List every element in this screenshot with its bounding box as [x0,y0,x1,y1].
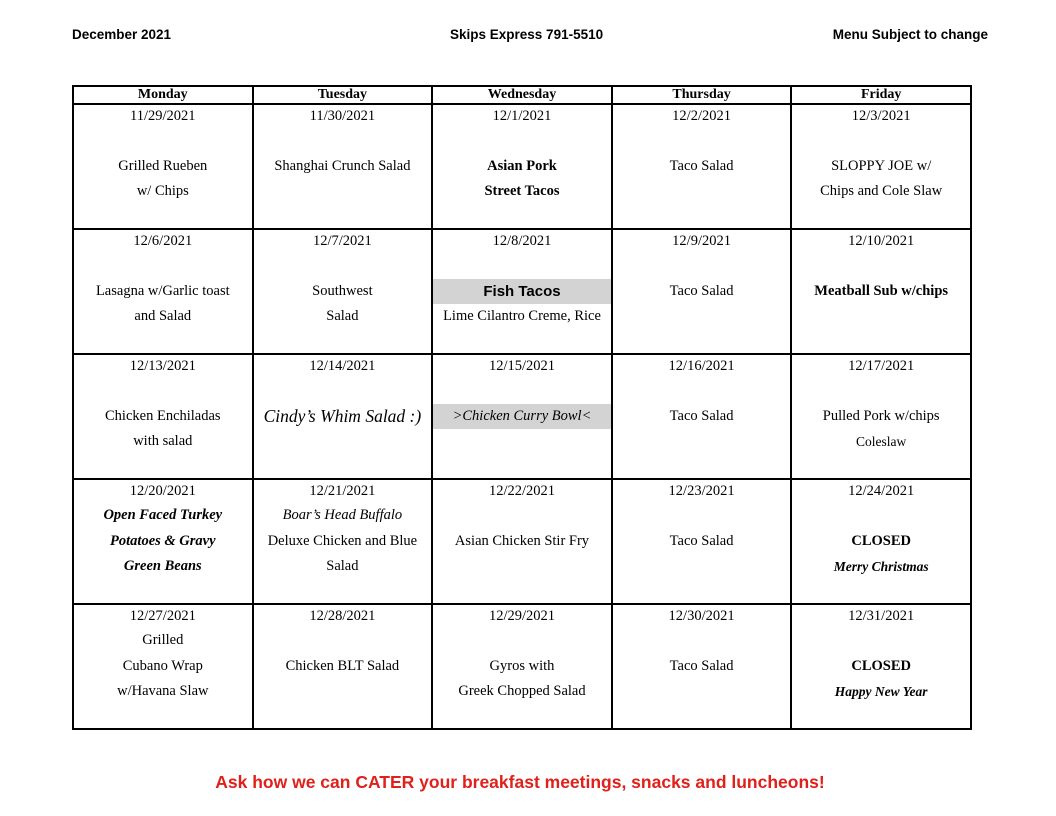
menu-item-line [433,654,611,680]
menu-item-text: Shanghai Crunch Salad [274,157,411,174]
menu-item-text: Open Faced Turkey [103,507,223,523]
menu-item-line [792,179,970,205]
menu-item-line [254,304,432,330]
day-date: 12/14/2021 [309,358,376,374]
day-date: 12/8/2021 [492,233,552,249]
menu-item-line [74,279,252,305]
menu-item [792,503,970,580]
menu-disclaimer: Menu Subject to change [832,27,988,42]
day-cell [253,479,433,604]
menu-spacer [792,378,970,404]
menu-item-text: Potatoes & Gravy [110,532,216,549]
menu-spacer [74,253,252,279]
menu-item-text: CLOSED [851,532,911,549]
week-row [73,229,971,354]
menu-item-text: Lime Cilantro Creme, Rice [443,308,601,324]
weekday-tuesday: Tuesday [253,86,433,104]
menu-item-text: Lasagna w/Garlic toast [95,282,230,299]
menu-item [254,378,432,429]
menu-item-line [613,404,791,430]
day-cell [612,104,792,229]
day-date: 12/9/2021 [672,233,731,249]
menu-spacer [254,128,432,154]
restaurant-name-phone: Skips Express 791-5510 [450,27,604,42]
menu-item-line [74,304,252,330]
menu-item-line [433,679,611,705]
day-date: 12/3/2021 [851,108,911,124]
menu-item-text: Taco Salad [669,532,734,549]
menu-item [254,503,432,580]
week-row [73,354,971,479]
menu-spacer [433,253,611,279]
menu-item [74,628,252,705]
menu-item-line [254,529,432,555]
day-date: 12/7/2021 [312,233,372,249]
menu-item [74,503,252,580]
week-row [73,604,971,729]
menu-spacer [613,253,791,279]
menu-item-text: Taco Salad [669,657,734,674]
day-cell [432,354,612,479]
day-cell [432,104,612,229]
menu-spacer [792,253,970,279]
menu-calendar [72,85,972,730]
menu-item-text: w/Havana Slaw [117,683,209,699]
menu-item-text: Chicken BLT Salad [285,657,400,674]
menu-item-line [433,304,611,330]
menu-item [792,628,970,705]
menu-item [74,253,252,330]
menu-spacer [433,503,611,529]
menu-item-text: Chicken Enchiladas [105,407,221,424]
menu-item-text: Deluxe Chicken and Blue [267,532,418,549]
menu-item-line [254,654,432,680]
day-cell [791,604,971,729]
menu-item-line [254,503,432,529]
menu-item-line [74,154,252,180]
menu-item-line [792,654,970,680]
menu-item-line [613,654,791,680]
menu-item [792,253,970,304]
menu-item-line [792,529,970,555]
day-cell [791,104,971,229]
menu-spacer [613,503,791,529]
menu-item-line [792,279,970,305]
day-cell [73,604,253,729]
week-row [73,104,971,229]
menu-item [254,253,432,330]
menu-item-line [433,529,611,555]
menu-item [792,378,970,455]
menu-item-line [792,404,970,430]
day-cell [73,229,253,354]
month-title: December 2021 [72,27,172,42]
menu-item [613,503,791,554]
menu-item-text: Pulled Pork w/chips [822,407,940,424]
day-date: 12/6/2021 [133,233,193,249]
menu-item [433,253,611,330]
menu-item-line [74,628,252,654]
menu-item-text: Cindy’s Whim Salad :) [263,405,422,426]
menu-item-text: Taco Salad [669,282,734,299]
weekday-header-row [73,86,971,104]
day-cell [253,354,433,479]
menu-item [613,253,791,304]
day-cell [73,479,253,604]
menu-item-text: Coleslaw [856,434,907,449]
menu-spacer [74,378,252,404]
menu-item-text: Salad [326,308,359,324]
menu-item-text: Salad [326,558,359,574]
weekday-friday: Friday [791,86,971,104]
menu-item-text: Happy New Year [834,684,928,699]
menu-item-line [74,404,252,430]
day-cell [253,604,433,729]
day-date: 12/27/2021 [129,608,196,624]
catering-promo: Ask how we can CATER your breakfast meetings, snacks and luncheons! [215,772,825,792]
menu-item-text: w/ Chips [136,183,189,199]
menu-item-text: Meatball Sub w/chips [814,282,949,299]
menu-spacer [254,253,432,279]
weekday-monday: Monday [73,86,253,104]
menu-item-line [613,154,791,180]
menu-spacer [792,628,970,654]
day-date: 12/22/2021 [488,483,556,499]
day-date: 12/16/2021 [668,358,735,374]
menu-item-line [613,279,791,305]
menu-item-line [74,529,252,555]
weekday-wednesday: Wednesday [432,86,612,104]
day-date: 12/10/2021 [848,233,915,249]
day-date: 12/29/2021 [488,608,556,624]
weekday-thursday: Thursday [612,86,792,104]
day-date: 12/24/2021 [848,483,915,499]
day-date: 12/23/2021 [668,483,735,499]
menu-item-line: Fish Tacos [433,279,611,305]
menu-spacer [433,628,611,654]
menu-item-text: Asian Chicken Stir Fry [454,532,590,549]
menu-spacer [613,378,791,404]
menu-item-line [433,179,611,205]
menu-item-line [254,154,432,180]
day-date: 11/29/2021 [130,108,196,124]
week-row [73,479,971,604]
menu-item-text: with salad [133,433,193,449]
menu-item-line [74,554,252,580]
menu-spacer [433,128,611,154]
menu-item-line [74,179,252,205]
menu-spacer [792,128,970,154]
day-cell [253,229,433,354]
menu-item-text: Merry Christmas [833,559,929,574]
day-cell [432,229,612,354]
day-cell [612,354,792,479]
menu-item-line [792,429,970,455]
day-date: 12/13/2021 [129,358,196,374]
menu-item-line [74,503,252,529]
day-cell [432,479,612,604]
menu-item [613,628,791,679]
menu-item-text: Green Beans [123,558,202,574]
menu-item-text: Greek Chopped Salad [458,683,586,699]
menu-spacer [433,378,611,404]
menu-item-text: Taco Salad [669,407,734,424]
menu-item-line [792,554,970,580]
menu-item-line [433,154,611,180]
day-cell [73,104,253,229]
menu-item [74,378,252,455]
menu-item [613,128,791,179]
menu-item-text: Cubano Wrap [122,657,203,674]
menu-item-line [74,654,252,680]
day-cell [791,354,971,479]
day-cell [791,229,971,354]
menu-item-text: Taco Salad [669,157,734,174]
menu-item-line [74,429,252,455]
menu-item-text: Grilled Rueben [118,157,208,174]
day-date: 12/17/2021 [848,358,915,374]
day-date: 12/30/2021 [668,608,735,624]
menu-item-line [254,404,432,430]
day-cell [253,104,433,229]
menu-item [433,503,611,554]
menu-item-text: Southwest [312,282,373,299]
menu-item-text: Chips and Cole Slaw [820,183,943,199]
menu-item [433,628,611,705]
day-date: 12/20/2021 [129,483,196,499]
menu-item-line [74,679,252,705]
menu-item-text: CLOSED [851,657,911,674]
menu-spacer [792,503,970,529]
menu-item [74,128,252,205]
menu-item [254,628,432,679]
menu-spacer [613,128,791,154]
menu-spacer [254,378,432,404]
day-date: 12/28/2021 [309,608,376,624]
menu-item-line [613,529,791,555]
menu-item-line [254,279,432,305]
menu-item [254,128,432,179]
menu-item [792,128,970,205]
day-date: 12/2/2021 [672,108,731,124]
menu-item-text: Grilled [142,632,184,648]
menu-item-line [792,154,970,180]
menu-item-text: Asian Pork [487,157,557,174]
day-date: 11/30/2021 [309,108,376,124]
day-cell [612,479,792,604]
day-date: 12/21/2021 [309,483,376,499]
day-cell [73,354,253,479]
day-date: 12/1/2021 [492,108,552,124]
day-cell [612,229,792,354]
menu-item [433,378,611,429]
menu-item-line: >Chicken Curry Bowl< [433,404,611,430]
menu-item-text: Street Tacos [484,183,560,199]
menu-item-text: Boar’s Head Buffalo [282,507,403,523]
calendar-body [73,104,971,729]
menu-item-text: and Salad [134,308,192,324]
day-cell [791,479,971,604]
menu-item [433,128,611,205]
day-cell [612,604,792,729]
menu-spacer [254,628,432,654]
menu-spacer [74,128,252,154]
menu-item [613,378,791,429]
menu-item-line [792,679,970,705]
menu-item-text: SLOPPY JOE w/ [831,157,932,174]
menu-item-line [254,554,432,580]
day-cell [432,604,612,729]
day-date: 12/31/2021 [848,608,915,624]
menu-item-text: Gyros with [489,657,555,674]
menu-spacer [613,628,791,654]
day-date: 12/15/2021 [488,358,556,374]
